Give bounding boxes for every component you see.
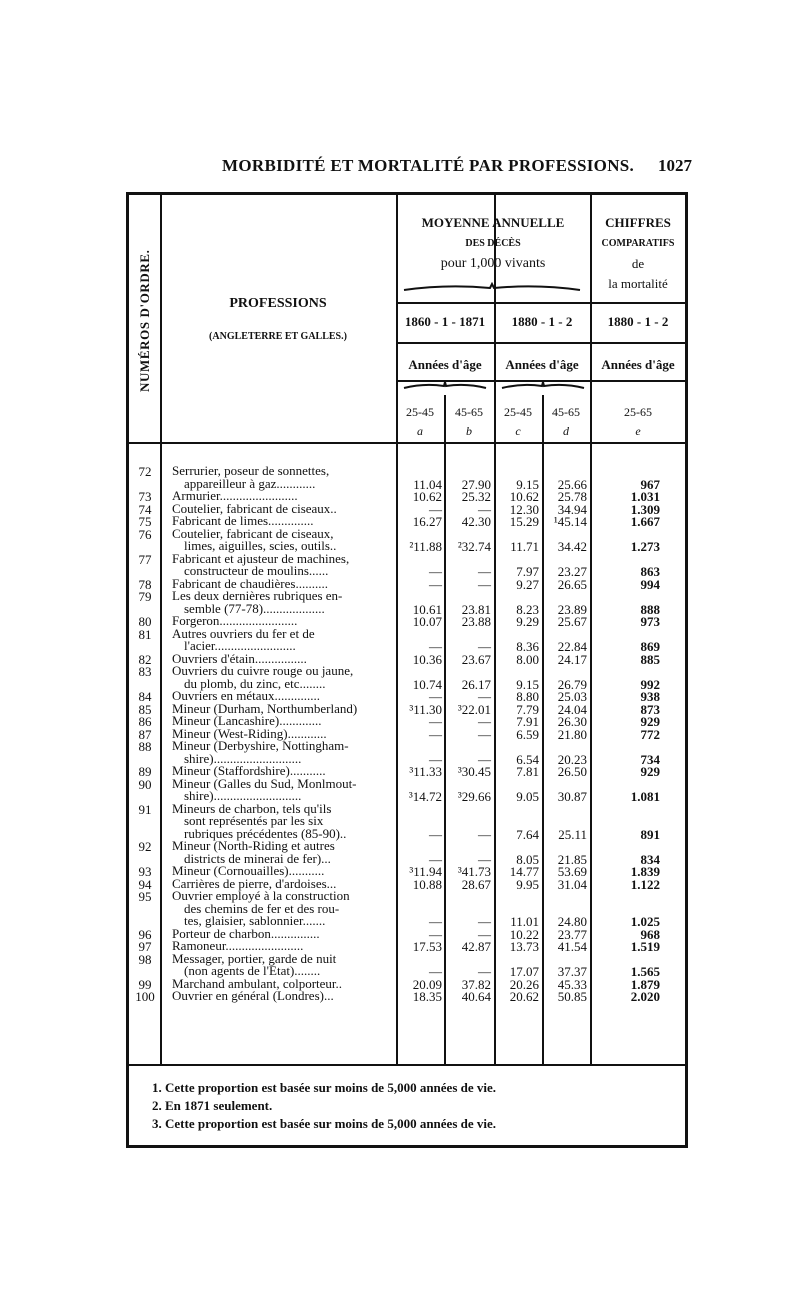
cell-a: —	[429, 826, 442, 842]
cell-b: —	[478, 639, 491, 654]
cell-d: ¹45.14	[553, 514, 587, 529]
rule-ordre	[160, 195, 162, 1065]
cell-a: 20.09	[412, 976, 442, 992]
cell-c: 7.97	[516, 564, 539, 579]
cell-b: 42.30	[461, 514, 491, 529]
cell-a: —	[429, 714, 442, 729]
row-number: 73	[138, 489, 152, 504]
cell-a: —	[429, 726, 442, 742]
period-1: 1860 - 1 - 1871	[404, 314, 486, 329]
cell-a: ³14.72	[408, 789, 442, 804]
cell-e: 1.081	[630, 789, 660, 804]
cell-d: 26.79	[557, 676, 587, 692]
profession-text: l'acier.........................	[184, 639, 296, 653]
cell-b: —	[478, 501, 491, 517]
cell-e: 1.565	[630, 964, 660, 979]
rule-period-bottom	[396, 342, 685, 344]
cell-a: —	[429, 751, 442, 767]
moyenne-title: MOYENNE ANNUELLE	[421, 215, 565, 230]
cell-c: 7.81	[516, 764, 539, 779]
row-number: 83	[138, 664, 152, 679]
row-number: 87	[138, 726, 152, 742]
period-3: 1880 - 1 - 2	[607, 314, 669, 329]
cell-d: 24.80	[557, 914, 587, 929]
row-number: 74	[138, 501, 152, 517]
cell-e: 992	[640, 676, 660, 692]
row-number: 98	[138, 951, 152, 967]
cell-a: ³11.94	[409, 864, 442, 879]
cell-b: 37.82	[461, 976, 491, 992]
cell-e: 873	[640, 701, 660, 717]
profession-text: du plomb, du zinc, etc........	[184, 676, 326, 691]
ages-brace-2	[500, 380, 586, 392]
profession-text: limes, aiguilles, scies, outils..	[184, 539, 337, 553]
rule-table-bottom	[129, 1064, 685, 1066]
cell-a: 17.53	[412, 939, 442, 954]
let-e: e	[635, 424, 641, 438]
profession-text: Armurier........................	[172, 489, 298, 503]
cell-b: —	[478, 726, 491, 742]
cell-a: —	[429, 639, 442, 654]
cell-b: 27.90	[461, 476, 491, 492]
footnote-2: 2. En 1871 seulement.	[152, 1098, 273, 1113]
profession-text: Porteur de charbon...............	[172, 926, 320, 941]
cell-b: 26.17	[461, 676, 491, 692]
cell-d: 30.87	[557, 789, 587, 804]
cell-b: ³22.01	[457, 701, 491, 717]
cell-a: 11.04	[413, 476, 442, 492]
row-number: 76	[138, 526, 152, 542]
row-number: 99	[138, 976, 152, 992]
cell-c: 7.91	[516, 714, 539, 729]
profession-text: Mineurs de charbon, tels qu'ils	[172, 801, 332, 816]
profession-text: Les deux dernières rubriques en-	[172, 589, 343, 603]
moyenne-per: pour 1,000 vivants	[440, 256, 546, 271]
row-number: 93	[138, 864, 152, 879]
footnote-1: 1. Cette proportion est basée sur moins de 5,000 années de vie.	[152, 1080, 497, 1095]
cell-e: 1.879	[630, 976, 660, 992]
row-number: 95	[138, 889, 152, 904]
cell-d: 26.30	[557, 714, 587, 729]
cell-d: 23.27	[557, 564, 587, 579]
cell-c: 8.05	[516, 851, 539, 867]
cell-d: 23.77	[557, 926, 587, 942]
cell-e: 891	[640, 826, 660, 842]
moyenne-sub: DES DÉCÈS	[465, 238, 521, 249]
profession-text: constructeur de moulins......	[184, 564, 329, 578]
cell-d: 21.85	[557, 851, 587, 867]
cell-a: 10.36	[412, 651, 442, 667]
cell-c: 6.54	[516, 751, 539, 767]
page-number: 1027	[658, 156, 692, 175]
cell-c: 7.79	[516, 701, 539, 717]
running-head: MORBIDITÉ ET MORTALITÉ PAR PROFESSIONS.	[222, 156, 635, 175]
cell-e: 1.519	[630, 939, 660, 954]
cell-b: —	[478, 926, 491, 942]
profession-text: semble (77-78)...................	[184, 601, 325, 616]
cell-c: 15.29	[509, 514, 539, 529]
cell-e: 968	[640, 926, 660, 942]
cell-d: 21.80	[557, 726, 587, 742]
profession-text: districts de minerai de fer)...	[184, 851, 331, 866]
profession-text: Mineur (Staffordshire)...........	[172, 764, 326, 778]
profession-text: Mineur (Derbyshire, Nottingham-	[172, 739, 349, 753]
cell-a: 18.35	[412, 989, 442, 1004]
cell-c: 20.62	[509, 989, 539, 1004]
profession-text: Fabricant de limes..............	[172, 514, 314, 528]
profession-text: rubriques précédentes (85-90)..	[184, 826, 347, 841]
cell-c: 11.71	[510, 539, 539, 554]
cell-c: 6.59	[516, 726, 539, 742]
row-number: 94	[138, 876, 152, 892]
cell-d: 26.50	[557, 764, 587, 779]
cell-a: —	[429, 964, 442, 979]
cell-d: 53.69	[557, 864, 587, 879]
row-number: 72	[138, 464, 152, 479]
profession-text: shire)...........................	[184, 789, 302, 803]
cell-d: 22.84	[557, 639, 587, 654]
professions-subtitle: (ANGLETERRE ET GALLES.)	[209, 331, 347, 342]
cell-a: ²11.88	[409, 539, 442, 554]
row-number: 85	[138, 701, 152, 717]
cell-c: 8.23	[516, 601, 539, 617]
cell-a: 10.07	[412, 614, 442, 629]
cell-c: 11.01	[510, 914, 539, 929]
ages-brace-1	[402, 380, 488, 392]
cell-c: 10.62	[509, 489, 539, 504]
chiffres-de: de	[631, 256, 645, 271]
cell-e: 929	[640, 714, 660, 729]
cell-a: —	[429, 851, 442, 867]
cell-e: 967	[640, 476, 660, 492]
row-number: 77	[138, 551, 152, 567]
cell-b: 23.67	[461, 651, 491, 667]
cell-d: 34.42	[557, 539, 587, 554]
cell-b: —	[478, 689, 491, 704]
profession-text: Mineur (Galles du Sud, Monlmout-	[172, 776, 357, 791]
ages-3: Années d'âge	[601, 357, 675, 372]
ages-2: Années d'âge	[505, 357, 579, 372]
chiffres-title: CHIFFRES	[605, 215, 671, 230]
cell-e: 994	[640, 576, 660, 592]
cell-e: 1.122	[630, 876, 660, 892]
profession-text: Messager, portier, garde de nuit	[172, 951, 337, 966]
cell-d: 41.54	[557, 939, 587, 954]
profession-text: Ramoneur........................	[172, 939, 304, 953]
profession-text: (non agents de l'Etat)........	[184, 964, 321, 978]
cell-c: 13.73	[509, 939, 539, 954]
row-number: 88	[138, 739, 152, 754]
cell-a: 10.61	[412, 601, 442, 617]
cell-e: 1.031	[630, 489, 660, 504]
cell-d: 20.23	[557, 751, 587, 767]
profession-text: Ouvrier employé à la construction	[172, 889, 350, 903]
sub-b: 45-65	[455, 405, 483, 419]
cell-b: ³29.66	[457, 789, 491, 804]
profession-text: Mineur (North-Riding et autres	[172, 839, 335, 853]
cell-c: 9.29	[516, 614, 539, 629]
cell-e: 869	[640, 639, 660, 654]
cell-b: ³30.45	[457, 764, 491, 779]
cell-b: 23.88	[461, 614, 491, 629]
cell-e: 938	[640, 689, 660, 704]
sub-e: 25-65	[624, 405, 652, 419]
cell-c: 8.80	[516, 689, 539, 704]
profession-text: Fabricant et ajusteur de machines,	[172, 551, 350, 566]
sub-c: 25-45	[504, 405, 532, 419]
let-d: d	[563, 424, 569, 438]
profession-text: tes, glaisier, sablonnier.......	[184, 914, 326, 928]
cell-e: 772	[640, 726, 660, 742]
profession-text: Mineur (Lancashire).............	[172, 714, 322, 728]
cell-e: 885	[640, 651, 660, 667]
cell-e: 973	[640, 614, 660, 629]
profession-text: Forgeron........................	[172, 614, 298, 628]
cell-a: 10.74	[412, 676, 442, 692]
cell-e: 834	[640, 851, 660, 867]
moyenne-brace	[402, 282, 582, 294]
row-number: 86	[138, 714, 152, 729]
profession-text: Mineur (West-Riding)............	[172, 726, 327, 741]
cell-a: —	[429, 501, 442, 517]
cell-b: 25.32	[461, 489, 491, 504]
row-number: 91	[138, 801, 152, 817]
cell-c: 8.36	[516, 639, 539, 654]
cell-e: 863	[640, 564, 660, 579]
cell-e: 929	[640, 764, 660, 779]
professions-title: PROFESSIONS	[229, 296, 327, 311]
row-number: 89	[138, 764, 152, 779]
cell-b: —	[478, 826, 491, 842]
cell-a: 10.62	[412, 489, 442, 504]
cell-b: —	[478, 914, 491, 929]
cell-b: —	[478, 576, 491, 592]
profession-text: Ouvrier en général (Londres)...	[172, 989, 334, 1003]
cell-a: —	[429, 689, 442, 704]
cell-d: 23.89	[557, 601, 587, 617]
cell-d: 25.67	[557, 614, 587, 629]
period-2: 1880 - 1 - 2	[511, 314, 573, 329]
cell-a: —	[429, 914, 442, 929]
cell-a: 16.27	[412, 514, 442, 529]
cell-d: 50.85	[557, 989, 587, 1004]
cell-e: 1.025	[630, 914, 660, 929]
row-number: 79	[138, 589, 152, 604]
profession-text: des chemins de fer et des rou-	[184, 901, 340, 916]
cell-d: 24.04	[557, 701, 587, 717]
cell-d: 25.66	[557, 476, 587, 492]
cell-b: 28.67	[461, 876, 491, 892]
rule-period-top	[396, 302, 685, 304]
profession-text: shire)...........................	[184, 751, 302, 766]
cell-c: 17.07	[509, 964, 539, 979]
cell-d: 25.78	[557, 489, 587, 504]
cell-a: —	[429, 926, 442, 942]
profession-text: Carrières de pierre, d'ardoises...	[172, 876, 337, 891]
cell-b: —	[478, 851, 491, 867]
let-b: b	[466, 424, 472, 438]
profession-text: Ouvriers en métaux..............	[172, 689, 321, 703]
cell-c: 9.15	[516, 676, 539, 692]
cell-d: 45.33	[557, 976, 587, 992]
cell-b: —	[478, 751, 491, 767]
chiffres-sub: COMPARATIFS	[601, 238, 675, 249]
row-number: 92	[138, 839, 152, 854]
cell-a: —	[429, 576, 442, 592]
cell-e: 1.667	[630, 514, 660, 529]
row-number: 90	[138, 776, 152, 792]
row-number: 81	[138, 626, 152, 642]
cell-b: —	[478, 564, 491, 579]
profession-text: Coutelier, fabricant de ciseaux..	[172, 501, 337, 516]
profession-text: Mineur (Cornouailles)...........	[172, 864, 325, 878]
cell-c: 14.77	[509, 864, 539, 879]
cell-a: ³11.33	[409, 764, 442, 779]
row-number: 84	[138, 689, 152, 704]
profession-text: Serrurier, poseur de sonnettes,	[172, 464, 330, 478]
row-number: 96	[138, 926, 152, 942]
cell-e: 2.020	[630, 989, 660, 1004]
cell-e: 1.273	[630, 539, 660, 554]
let-a: a	[417, 424, 423, 438]
cell-d: 24.17	[557, 651, 587, 667]
profession-text: Mineur (Durham, Northumberland)	[172, 701, 358, 716]
profession-text: appareilleur à gaz............	[184, 476, 316, 491]
cell-d: 34.94	[557, 501, 587, 517]
row-number: 80	[138, 614, 152, 629]
footnote-3: 3. Cette proportion est basée sur moins de 5,000 années de vie.	[152, 1116, 497, 1131]
sub-a: 25-45	[406, 405, 434, 419]
row-number: 78	[138, 576, 152, 592]
rule-header-bottom	[129, 442, 685, 444]
row-number: 82	[138, 651, 152, 667]
chiffres-mortalite: la mortalité	[608, 276, 668, 291]
profession-text: Autres ouvriers du fer et de	[172, 626, 315, 641]
cell-e: 1.839	[630, 864, 660, 879]
let-c: c	[515, 424, 521, 438]
cell-c: 7.64	[516, 826, 539, 842]
profession-text: Coutelier, fabricant de ciseaux,	[172, 526, 334, 541]
cell-e: 734	[640, 751, 660, 767]
profession-text: Ouvriers d'étain................	[172, 651, 307, 666]
row-number: 75	[138, 514, 152, 529]
cell-c: 8.00	[516, 651, 539, 667]
ordre-header: NUMÉROS D'ORDRE.	[137, 249, 152, 392]
cell-b: 23.81	[461, 601, 491, 617]
sub-d: 45-65	[552, 405, 580, 419]
cell-c: 9.05	[516, 789, 539, 804]
profession-text: Ouvriers du cuivre rouge ou jaune,	[172, 664, 354, 678]
cell-d: 25.03	[557, 689, 587, 704]
cell-b: ²32.74	[457, 539, 491, 554]
cell-d: 25.11	[558, 826, 587, 842]
cell-d: 26.65	[557, 576, 587, 592]
cell-a: ³11.30	[409, 701, 442, 717]
cell-e: 1.309	[630, 501, 660, 517]
row-number: 97	[138, 939, 152, 954]
cell-c: 9.27	[516, 576, 539, 592]
cell-c: 10.22	[509, 926, 539, 942]
cell-c: 9.15	[516, 476, 539, 492]
profession-text: sont représentés par les six	[184, 814, 324, 828]
cell-d: 37.37	[557, 964, 587, 979]
profession-text: Marchand ambulant, colporteur..	[172, 976, 343, 991]
cell-c: 9.95	[516, 876, 539, 892]
cell-b: ³41.73	[457, 864, 491, 879]
cell-e: 888	[640, 601, 660, 617]
cell-c: 20.26	[509, 976, 539, 992]
cell-b: 42.87	[461, 939, 491, 954]
profession-text: Fabricant de chaudières..........	[172, 576, 328, 591]
cell-b: 40.64	[461, 989, 491, 1004]
cell-a: —	[429, 564, 442, 579]
row-number: 100	[135, 989, 155, 1004]
cell-d: 31.04	[557, 876, 587, 892]
cell-c: 12.30	[509, 501, 539, 517]
cell-b: —	[478, 714, 491, 729]
cell-b: —	[478, 964, 491, 979]
cell-a: 10.88	[412, 876, 442, 892]
ages-1: Années d'âge	[408, 357, 482, 372]
